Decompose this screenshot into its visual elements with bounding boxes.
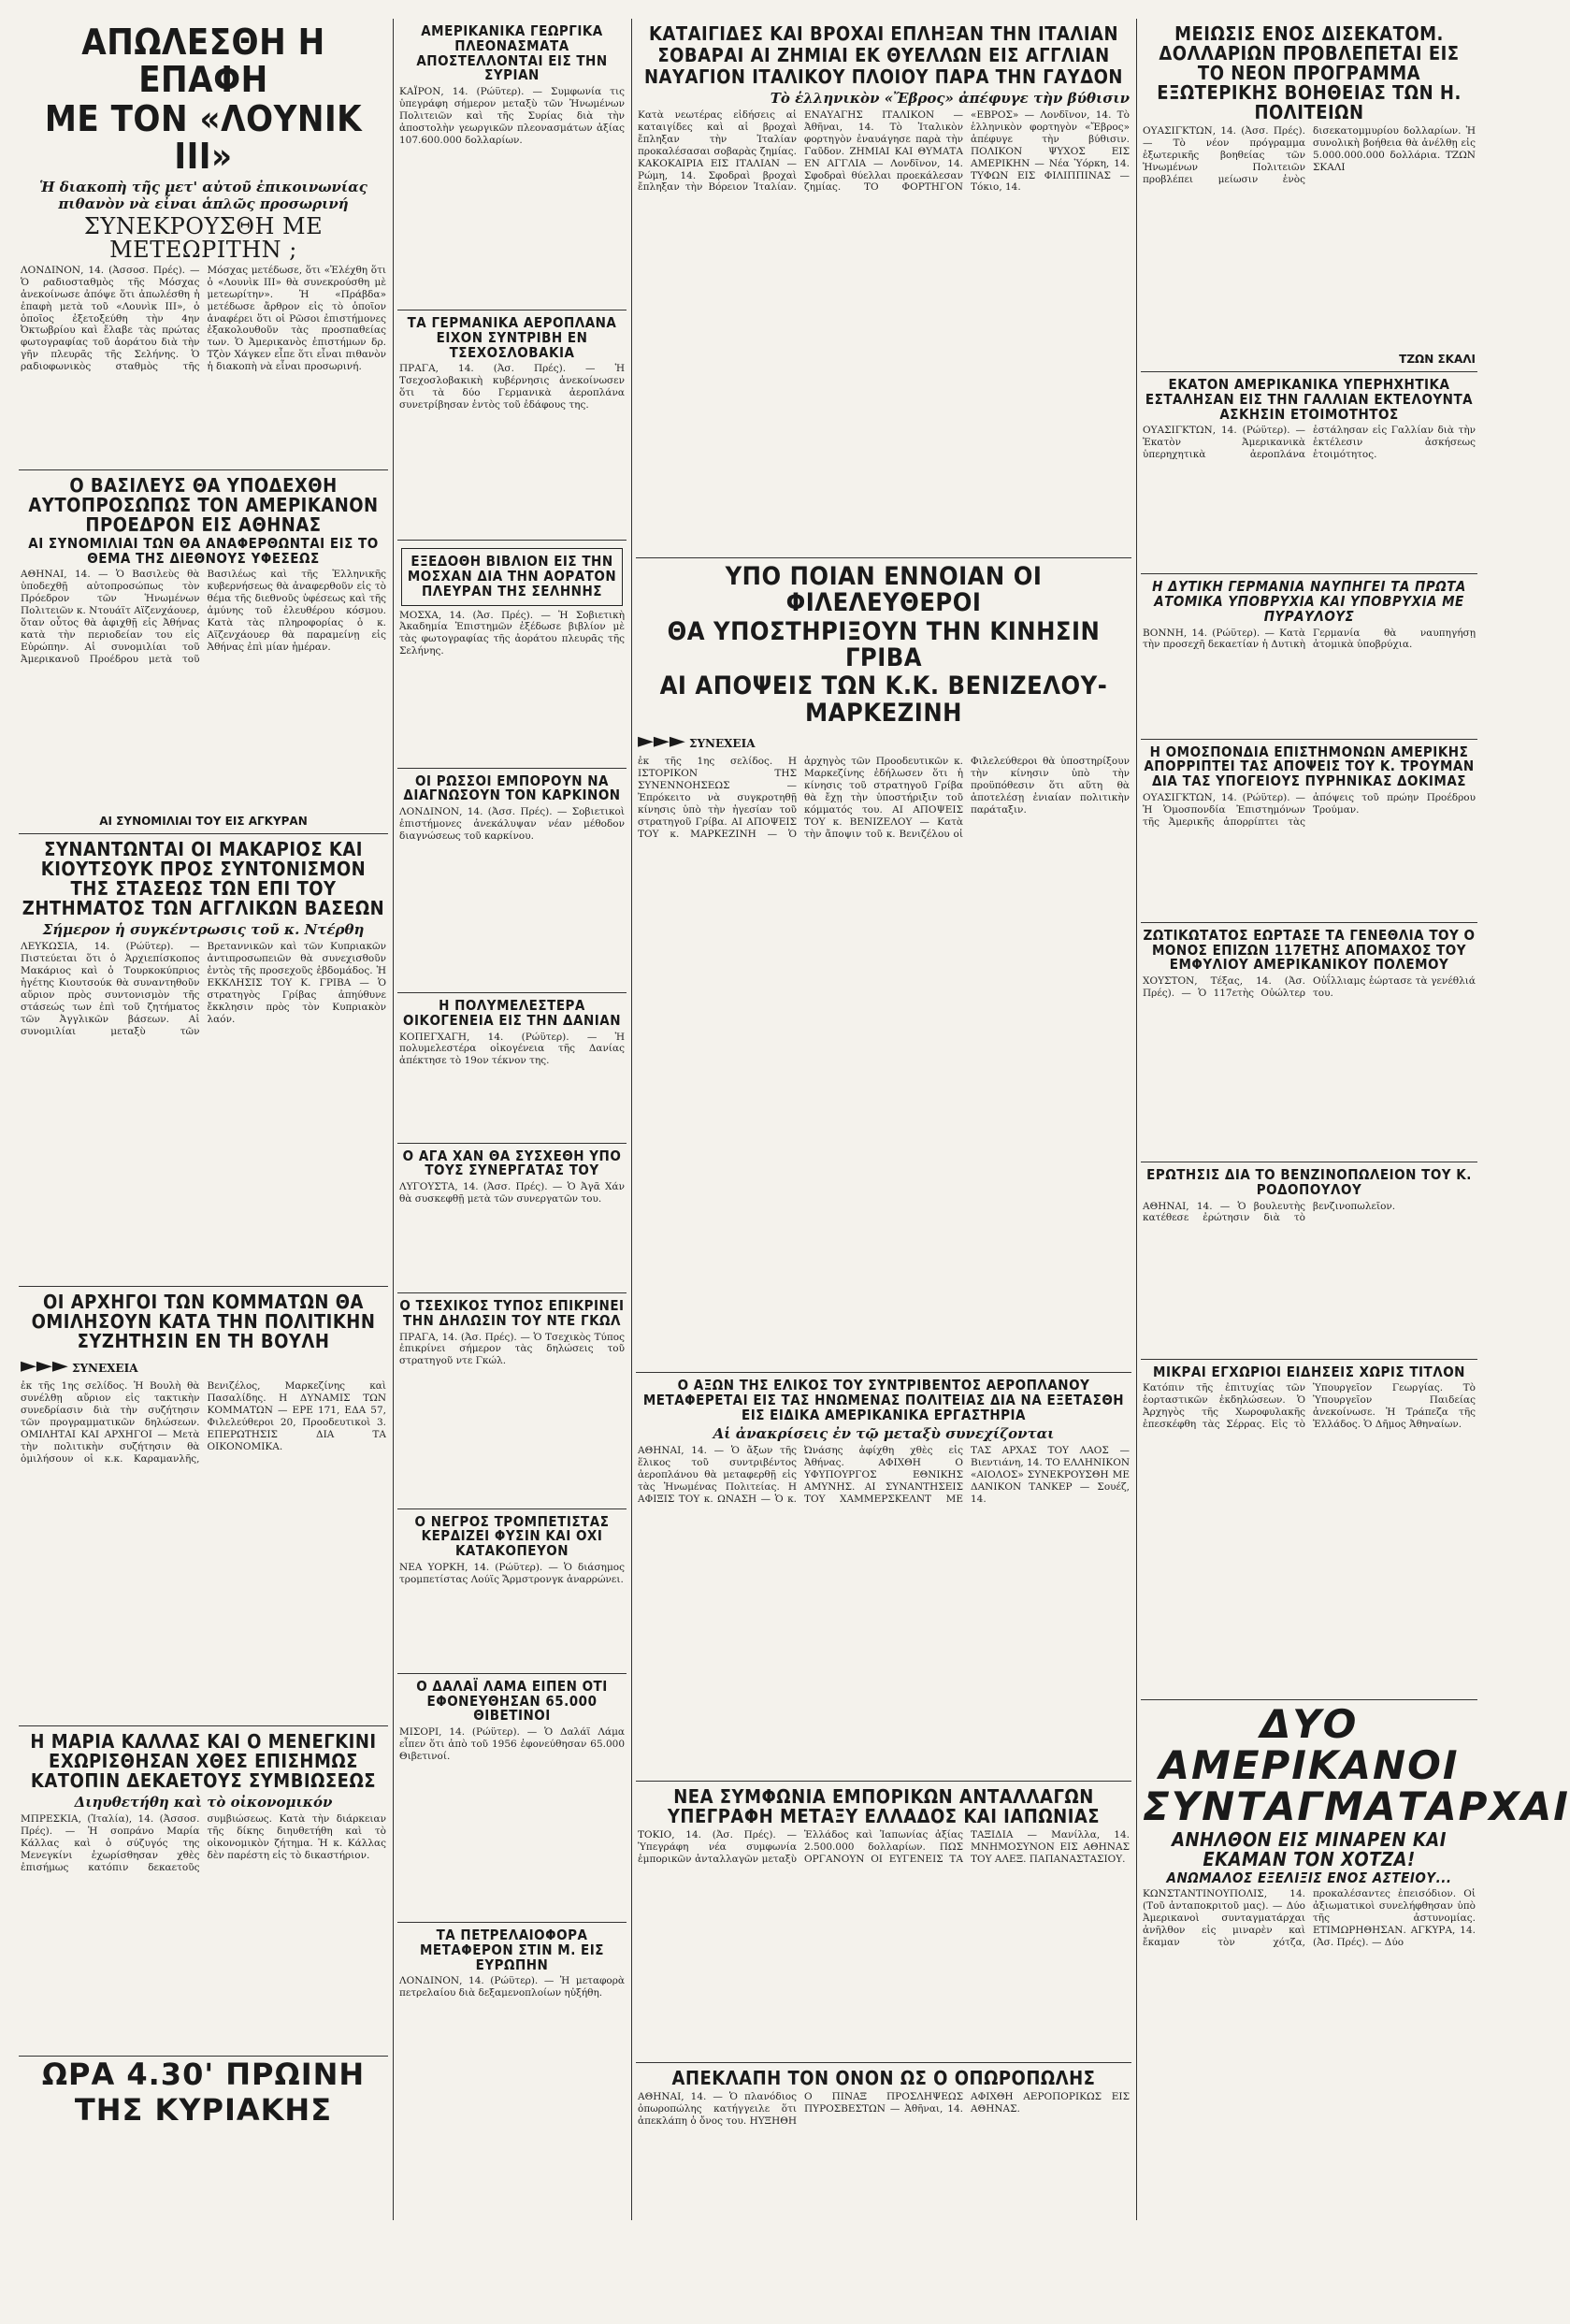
headline-storms-2: ΣΟΒΑΡΑΙ ΑΙ ΖΗΜΙΑΙ ΕΚ ΘΥΕΛΛΩΝ ΕΙΣ ΑΓΓΛΙΑΝ xyxy=(657,44,1110,66)
headline-tibet: Ο ΔΑΛΑΪ ΛΑΜΑ ΕΙΠΕΝ ΟΤΙ ΕΦΟΝΕΥΘΗΣΑΝ 65.000 ΘΙΒΕΤΙΝΟΙ xyxy=(416,1677,608,1725)
subhead-luna-2: ΣΥΝΕΚΡΟΥΣΘΗ ΜΕ ΜΕΤΕΩΡΙΤΗΝ ; xyxy=(83,212,324,263)
newspaper-page xyxy=(19,19,1570,2220)
headline-colonels-2: ΑΝΗΛΘΟΝ ΕΙΣ ΜΙΝΑΡΕΝ ΚΑΙ ΕΚΑΜΑΝ ΤΟΝ ΧΟΤΖΑ! xyxy=(1172,1827,1447,1870)
subhead-callas: Διηυθετήθη καὶ τὸ οἰκονομικόν xyxy=(74,1794,333,1812)
article-jets xyxy=(1141,372,1477,574)
body-planes: ΠΡΑΓΑ, 14. (Ἀσ. Πρές). — Ἡ Τσεχοσλοβακικὴ κυβέρνησις ἀνεκοίνωσεν ὅτι τὰ δύο Γερμανικὰ ἀεροπλάνα συνετρίβησαν ἐντὸς τοῦ ἐδάφους της. xyxy=(399,363,625,411)
headline-cyprus: ΣΥΝΑΝΤΩΝΤΑΙ ΟΙ ΜΑΚΑΡΙΟΣ ΚΑΙ ΚΙΟΥΤΣΟΥΚ ΠΡΟΣ ΣΥΝΤΟΝΙΣΜΟΝ ΤΗΣ ΣΤΑΣΕΩΣ ΤΩΝ ΕΠΙ ΤΟΥ ΖΗΤΗΜΑΤΟΣ ΤΩΝ ΑΓΓΛΙΚΩΝ ΒΑΣΕΩΝ xyxy=(22,838,385,920)
body-veteran: ΧΟΥΣΤΟΝ, Τέξας, 14. (Ἀσ. Πρές). — Ὁ 117ετὴς Οὐώλτερ Οὐΐλλιαμς ἑώρτασε τὰ γενέθλιά του. xyxy=(1143,975,1476,999)
article-foreign-aid xyxy=(1141,19,1477,372)
headline-foreign-aid: ΜΕΙΩΣΙΣ ΕΝΟΣ ΔΙΣΕΚΑΤΟΜ. ΔΟΛΛΑΡΙΩΝ ΠΡΟΒΛΕΠΕΤΑΙ ΕΙΣ ΤΟ ΝΕΟΝ ΠΡΟΓΡΑΜΜΑ ΕΞΩΤΕΡΙΚΗΣ ΒΟΗΘΕΙΑΣ ΤΩΝ Η. ΠΟΛΙΤΕΙΩΝ xyxy=(1157,22,1462,123)
headline-czech-press: Ο ΤΣΕΧΙΚΟΣ ΤΥΠΟΣ ΕΠΙΚΡΙΝΕΙ ΤΗΝ ΔΗΛΩΣΙΝ ΤΟΥ ΝΤΕ ΓΚΩΛ xyxy=(399,1297,625,1329)
article-cancer xyxy=(397,769,627,994)
column-rule xyxy=(393,19,394,2220)
article-luna xyxy=(19,19,388,470)
arrows-icon: ►►► xyxy=(638,729,685,754)
article-king xyxy=(19,470,388,835)
article-submarines xyxy=(1141,574,1477,739)
headline-jets: ΕΚΑΤΟΝ ΑΜΕΡΙΚΑΝΙΚΑ ΥΠΕΡΗΧΗΤΙΚΑ ΕΣΤΑΛΗΣΑΝ ΕΙΣ ΤΗΝ ΓΑΛΛΙΑΝ ΕΚΤΕΛΟΥΝΤΑ ΑΣΚΗΣΙΝ ΕΤΟΙΜΟΤΗΤΟΣ xyxy=(1145,376,1474,423)
headline-japan: ΝΕΑ ΣΥΜΦΩΝΙΑ ΕΜΠΟΡΙΚΩΝ ΑΝΤΑΛΛΑΓΩΝ ΥΠΕΓΡΑΦΗ ΜΕΤΑΞΥ ΕΛΛΑΔΟΣ ΚΑΙ ΙΑΠΩΝΙΑΣ xyxy=(667,1785,1101,1828)
article-syria xyxy=(397,19,627,310)
article-planes xyxy=(397,310,627,541)
headline-luna-2: ΜΕ ΤΟΝ «ΛΟΥΝΙΚ ΙΙΙ» xyxy=(44,97,363,177)
headline-luna: ΑΠΩΛΕΣΘΗ Η ΕΠΑΦΗ xyxy=(81,22,325,100)
body-leaders: ἐκ τῆς 1ης σελίδος. Ἡ Βουλὴ θὰ συνέλθῃ αὔριον εἰς τακτικὴν συνεδρίασιν διὰ τὴν συζήτησιν τῶν προγραμματικῶν δηλώσεων. ΟΜΙΛΗΤΑΙ ΚΑΙ ΑΡΧΗΓΟΙ — Μετὰ τὴν πολιτικὴν συζήτησιν θὰ ὁμιλήσουν οἱ κ.κ. Καραμανλῆς, Βενιζέλος, Μαρκεζίνης καὶ Πασαλίδης. Η ΔΥΝΑΜΙΣ ΤΩΝ ΚΟΜΜΑΤΩΝ — ΕΡΕ 171, ΕΔΑ 57, Φιλελεύθεροι 20, Προοδευτικοὶ 3. ΕΠΕΡΩΤΗΣΙΣ ΔΙΑ ΤΑ ΟΙΚΟΝΟΜΙΚΑ. xyxy=(21,1380,386,1465)
headline-griva-2: ΘΑ ΥΠΟΣΤΗΡΙΞΟΥΝ ΤΗΝ ΚΙΝΗΣΙΝ ΓΡΙΒΑ xyxy=(667,616,1101,673)
continuation-griva: ►►► ΣΥΝΕΧΕΙΑ xyxy=(638,729,756,754)
article-veteran xyxy=(1141,923,1477,1162)
body-moon-book: ΜΟΣΧΑ, 14. (Ἀσ. Πρές). — Ἡ Σοβιετικὴ Ἀκαδημία Ἐπιστημῶν ἐξέδωσε βιβλίον μὲ τὰς φωτογραφίας τῆς ἀοράτου πλευρᾶς τῆς Σελήνης. xyxy=(399,609,625,657)
body-submarines: ΒΟΝΝΗ, 14. (Ρώϋτερ). — Κατὰ τὴν προσεχῆ δεκαετίαν ἡ Δυτικὴ Γερμανία θὰ ναυπηγήσῃ ἀτομικὰ ὑποβρύχια. xyxy=(1143,627,1476,651)
headline-veteran: ΖΩΤΙΚΩΤΑΤΟΣ ΕΩΡΤΑΣΕ ΤΑ ΓΕΝΕΘΛΙΑ ΤΟΥ Ο ΜΟΝΟΣ ΕΠΙΖΩΝ 117ΕΤΗΣ ΑΠΟΜΑΧΟΣ ΤΟΥ ΕΜΦΥΛΙΟΥ ΑΜΕΡΙΚΑΝΙΚΟΥ ΠΟΛΕΜΟΥ xyxy=(1143,926,1476,974)
body-propeller: ΑΘΗΝΑΙ, 14. — Ὁ ἄξων τῆς ἕλικος τοῦ συντριβέντος ἀεροπλάνου θὰ μεταφερθῇ εἰς τὰς Ἡνωμένας Πολιτείας. Η ΑΦΙΞΙΣ ΤΟΥ κ. ΩΝΑΣΗ — Ὁ κ. Ὠνάσης ἀφίχθη χθὲς εἰς Ἀθήνας. ΑΦΙΧΘΗ Ο ΥΦΥΠΟΥΡΓΟΣ ΕΘΝΙΚΗΣ ΑΜΥΝΗΣ. ΑΙ ΣΥΝΑΝΤΗΣΕΙΣ ΤΟΥ ΧΑΜΜΕΡΣΚΕΛΝΤ ΜΕ ΤΑΣ ΑΡΧΑΣ ΤΟΥ ΛΑΟΣ — Βιεντιάνη, 14. ΤΟ ΕΛΛΗΝΙΚΟΝ «ΑΙΟΛΟΣ» ΣΥΝΕΚΡΟΥΣΘΗ ΜΕ ΔΑΝΙΚΟΝ ΤΑΝΚΕΡ — Σουέζ, 14. xyxy=(638,1445,1130,1505)
subhead-luna: Ἡ διακοπὴ τῆς μετ' αὐτοῦ ἐπικοινωνίας πιθανὸν νὰ εἶναι ἁπλῶς προσωρινή xyxy=(39,178,367,212)
article-small-news xyxy=(1141,1360,1477,1701)
headline-fuel: ΕΡΩΤΗΣΙΣ ΔΙΑ ΤΟ ΒΕΝΖΙΝΟΠΩΛΕΙΟΝ ΤΟΥ Κ. ΡΟΔΟΠΟΥΛΟΥ xyxy=(1146,1166,1472,1198)
article-callas xyxy=(19,1726,388,2057)
headline-propeller: Ο ΑΞΩΝ ΤΗΣ ΕΛΙΚΟΣ ΤΟΥ ΣΥΝΤΡΙΒΕΝΤΟΣ ΑΕΡΟΠΛΑΝΟΥ ΜΕΤΑΦΕΡΕΤΑΙ ΕΙΣ ΤΑΣ ΗΝΩΜΕΝΑΣ ΠΟΛΙΤΕΙΑΣ ΔΙΑ ΝΑ ΕΞΕΤΑΣΘΗ ΕΙΣ ΕΙΔΙΚΑ ΑΜΕΡΙΚΑΝΙΚΑ ΕΡΓΑΣΤΗΡΙΑ xyxy=(642,1377,1125,1423)
body-fuel: ΑΘΗΝΑΙ, 14. — Ὁ βουλευτὴς κατέθεσε ἐρώτησιν διὰ τὸ βενζινοπωλεῖον. xyxy=(1143,1200,1396,1224)
headline-family: Η ΠΟΛΥΜΕΛΕΣΤΕΡΑ ΟΙΚΟΓΕΝΕΙΑ ΕΙΣ ΤΗΝ ΔΑΝΙΑΝ xyxy=(403,997,621,1029)
article-khan xyxy=(397,1144,627,1294)
body-oil: ΛΟΝΔΙΝΟΝ, 14. (Ρώϋτερ). — Ἡ μεταφορὰ πετρελαίου διὰ δεξαμενοπλοίων ηὐξήθη. xyxy=(399,1975,625,1999)
footer-king: ΑΙ ΣΥΝΟΜΙΛΙΑΙ ΤΟΥ ΕΙΣ ΑΓΚΥΡΑΝ xyxy=(99,815,308,829)
headline-colonels: ΔΥΟ ΑΜΕΡΙΚΑΝΟΙ ΣΥΝΤΑΓΜΑΤΑΡΧΑΙ xyxy=(1143,1701,1570,1830)
headline-storms-3: ΝΑΥΑΓΙΟΝ ΙΤΑΛΙΚΟΥ ΠΛΟΙΟΥ ΠΑΡΑ ΤΗΝ ΓΑΥΔΟΝ xyxy=(644,65,1123,88)
article-leaders xyxy=(19,1287,388,1726)
body-colonels: ΚΩΝΣΤΑΝΤΙΝΟΥΠΟΛΙΣ, 14. (Τοῦ ἀνταποκριτοῦ μας). — Δύο Ἀμερικανοὶ συνταγματάρχαι ἀνῆλθον εἰς μιναρὲν καὶ ἔκαμαν τὸν χότζα, προκαλέσαντες ἐπεισόδιον. Οἱ ἀξιωματικοὶ συνελήφθησαν ὑπὸ τῆς ἀστυνομίας. ΕΤΙΜΩΡΗΘΗΣΑΝ. ΑΓΚΥΡΑ, 14. (Ἀσ. Πρές). — Δύο xyxy=(1143,1888,1476,1948)
body-syria: ΚΑΪΡΟΝ, 14. (Ρώϋτερ). — Συμφωνία τις ὑπεγράφη σήμερον μεταξὺ τῶν Ἡνωμένων Πολιτειῶν καὶ τῆς Συρίας διὰ τὴν ἀποστολὴν γεωργικῶν πλεονασμάτων ἀξίας 107.600.000 δολλαρίων. xyxy=(399,86,625,146)
headline-planes: ΤΑ ΓΕΡΜΑΝΙΚΑ ΑΕΡΟΠΛΑΝΑ ΕΙΧΟΝ ΣΥΝΤΡΙΒΗ ΕΝ ΤΣΕΧΟΣΛΟΒΑΚΙΑ xyxy=(407,314,617,361)
headline-moon-book: ΕΞΕΔΟΘΗ ΒΙΒΛΙΟΝ ΕΙΣ ΤΗΝ ΜΟΣΧΑΝ ΔΙΑ ΤΗΝ ΑΟΡΑΤΟΝ ΠΛΕΥΡΑΝ ΤΗΣ ΣΕΛΗΝΗΣ xyxy=(407,553,617,599)
article-storms xyxy=(636,19,1131,558)
body-trumpet: ΝΕΑ ΥΟΡΚΗ, 14. (Ρώϋτερ). — Ὁ διάσημος τρομπετίστας Λούϊς Ἄρμστρονγκ ἀναρρώνει. xyxy=(399,1561,625,1585)
column-3 xyxy=(636,19,1131,2220)
article-cyprus xyxy=(19,834,388,1287)
body-japan: ΤΟΚΙΟ, 14. (Ἀσ. Πρές). — Ὑπεγράφη νέα συμφωνία ἐμπορικῶν ἀνταλλαγῶν μεταξὺ Ἑλλάδος καὶ Ἰαπωνίας ἀξίας 2.500.000 δολλαρίων. ΠΩΣ ΟΡΓΑΝΟΥΝ ΟΙ ΕΥΓΕΝΕΙΣ ΤΑ ΤΑΞΙΔΙΑ — Μανίλλα, 14. ΜΝΗΜΟΣΥΝΟΝ ΕΙΣ ΑΘΗΝΑΣ ΤΟΥ ΑΛΕΞ. ΠΑΠΑΝΑΣΤΑΣΙΟΥ. xyxy=(638,1829,1130,1866)
body-khan: ΛΥΓΟΥΣΤΑ, 14. (Ἀσσ. Πρές). — Ὁ Ἀγᾶ Χάν θὰ συσκεφθῇ μετὰ τῶν συνεργατῶν του. xyxy=(399,1181,625,1205)
body-callas: ΜΠΡΕΣΚΙΑ, (Ἰταλία), 14. (Ἀσσοσ. Πρές). — Ἡ σοπράνο Μαρία Κάλλας καὶ ὁ σύζυγός της Μενεγκίνι ἐχωρίσθησαν χθὲς ἐπισήμως κατόπιν δεκαετοῦς συμβιώσεως. Κατὰ τὴν διάρκειαν τῆς δίκης διηυθετήθη καὶ τὸ οἰκονομικὸν ζήτημα. Ἡ κ. Κάλλας δὲν παρέστη εἰς τὸ δικαστήριον. xyxy=(21,1813,386,1874)
column-4 xyxy=(1141,19,1570,2220)
column-rule xyxy=(631,19,632,2220)
column-2 xyxy=(397,19,627,2220)
article-trumpet xyxy=(397,1509,627,1674)
column-1 xyxy=(19,19,388,2220)
body-cancer: ΛΟΝΔΙΝΟΝ, 14. (Ἀσσ. Πρές). — Σοβιετικοὶ ἐπιστήμονες ἀνεκάλυψαν νέαν μέθοδον διαγνώσεως τοῦ καρκίνου. xyxy=(399,806,625,842)
article-donkey xyxy=(636,2063,1131,2324)
article-moon-book xyxy=(397,541,627,768)
article-scientists xyxy=(1141,740,1477,923)
headline-khan: Ο ΑΓΑ ΧΑΝ ΘΑ ΣΥΣΧΕΘΗ ΥΠΟ ΤΟΥΣ ΣΥΝΕΡΓΑΤΑΣ ΤΟΥ xyxy=(402,1147,622,1179)
article-oil xyxy=(397,1923,627,2171)
headline-oil: ΤΑ ΠΕΤΡΕΛΑΙΟΦΟΡΑ ΜΕΤΑΦΕΡΟΝ ΣΤΙΝ Μ. ΕΙΣ ΕΥΡΩΠΗΝ xyxy=(420,1927,604,1973)
subhead-cyprus: Σήμερον ἡ συγκέντρωσις τοῦ κ. Ντέρθη xyxy=(42,921,365,939)
subhead-colonels: ΑΝΩΜΑΛΟΣ ΕΞΕΛΙΞΙΣ ΕΝΟΣ ΑΣΤΕΙΟΥ... xyxy=(1166,1869,1452,1886)
frame-moon-book xyxy=(401,548,623,605)
body-jets: ΟΥΑΣΙΓΚΤΩΝ, 14. (Ρώϋτερ). — Ἑκατὸν Ἀμερικανικὰ ὑπερηχητικὰ ἀεροπλάνα ἐστάλησαν εἰς Γαλλίαν διὰ τὴν ἐκτέλεσιν ἀσκήσεως ἑτοιμότητος. xyxy=(1143,425,1476,461)
article-fuel xyxy=(1141,1162,1477,1360)
article-propeller xyxy=(636,1373,1131,1782)
headline-griva-1: ΥΠΟ ΠΟΙΑΝ ΕΝΝΟΙΑΝ ΟΙ ΦΙΛΕΛΕΥΘΕΡΟΙ xyxy=(725,562,1043,618)
article-japan xyxy=(636,1782,1131,2063)
body-luna: ΛΟΝΔΙΝΟΝ, 14. (Ἀσσοσ. Πρές). — Ὁ ραδιοσταθμὸς τῆς Μόσχας ἀνεκοίνωσε ἀπόψε ὅτι ἀπωλέσθη ἡ ἐπαφὴ μετὰ τοῦ «Λουνὶκ ΙΙΙ», ὁ ὁποῖος ἐξετοξεύθη τὴν 4ην Ὀκτωβρίου καὶ ἔλαβε τὰς πρώτας φωτογραφίας τοῦ ἀοράτου διὰ τὴν γῆν πλευρᾶς τῆς Σελήνης. Ὁ ραδιοφωνικὸς σταθμὸς τῆς Μόσχας μετέδωσε, ὅτι «Ἐλέχθη ὅτι ὁ «Λουνὶκ ΙΙΙ» θὰ συνεκρούσθη μὲ μετεωρίτην». Ἡ «Πράβδα» μετέδωσε ἄρθρον εἰς τὸ ὁποῖον ἀναφέρει ὅτι οἱ Ρῶσοι ἐπιστήμονες ἐξακολουθοῦν τὰς προσπαθείας των. Ὁ Ἀμερικανὸς ἐπιστήμων δρ. Τζὸν Χάγκεν εἶπε ὅτι εἶναι πιθανὸν ἡ διακοπὴ νὰ εἶναι προσωρινή. xyxy=(21,264,386,373)
body-cyprus: ΛΕΥΚΩΣΙΑ, 14. (Ρώϋτερ). — Πιστεύεται ὅτι ὁ Ἀρχιεπίσκοπος Μακάριος καὶ ὁ Τουρκοκύπριος ἡγέτης Κιουτσούκ θὰ συναντηθοῦν αὔριον πρὸς συντονισμὸν τῆς στάσεώς των ἐπὶ τοῦ ζητήματος τῶν Ἀγγλικῶν βάσεων. Αἱ συνομιλίαι μεταξὺ τῶν Βρεταννικῶν καὶ τῶν Κυπριακῶν ἀντιπροσωπειῶν θὰ συνεχισθοῦν ἐντὸς τῆς προσεχοῦς ἑβδομάδος. Ἡ ΕΚΚΛΗΣΙΣ ΤΟΥ Κ. ΓΡΙΒΑ — Ὁ στρατηγὸς Γρίβας ἀπηύθυνε ἔκκλησιν πρὸς τὸν Κυπριακὸν λαόν. xyxy=(21,941,386,1037)
headline-king: Ο ΒΑΣΙΛΕΥΣ ΘΑ ΥΠΟΔΕΧΘΗ ΑΥΤΟΠΡΟΣΩΠΩΣ ΤΟΝ ΑΜΕΡΙΚΑΝΟΝ ΠΡΟΕΔΡΟΝ ΕΙΣ ΑΘΗΝΑΣ xyxy=(28,473,379,536)
headline-callas: Η ΜΑΡΙΑ ΚΑΛΛΑΣ ΚΑΙ Ο ΜΕΝΕΓΚΙΝΙ ΕΧΩΡΙΣΘΗΣΑΝ ΧΘΕΣ ΕΠΙΣΗΜΩΣ ΚΑΤΟΠΙΝ ΔΕΚΑΕΤΟΥΣ ΣΥΜΒΙΩΣΕΩΣ xyxy=(30,1730,377,1793)
article-tibet xyxy=(397,1674,627,1923)
subhead-storms: Τὸ ἑλληνικὸν «Ἔβρος» ἀπέφυγε τὴν βύθισιν xyxy=(770,90,1130,107)
article-colonels xyxy=(1141,1700,1570,2177)
headline-cancer: ΟΙ ΡΩΣΣΟΙ ΕΜΠΟΡΟΥΝ ΝΑ ΔΙΑΓΝΩΣΟΥΝ ΤΟΝ ΚΑΡΚΙΝΟΝ xyxy=(403,772,621,804)
body-griva: ἐκ τῆς 1ης σελίδος. Η ΙΣΤΟΡΙΚΟΝ ΤΗΣ ΣΥΝΕΝΝΟΗΣΕΩΣ — Ἐπρόκειτο νὰ συγκροτηθῇ κίνησις ὑπὸ τὴν ἡγεσίαν τοῦ στρατηγοῦ Γρίβα. ΑΙ ΑΠΟΨΕΙΣ ΤΟΥ κ. ΜΑΡΚΕΖΙΝΗ — Ὁ ἀρχηγὸς τῶν Προοδευτικῶν κ. Μαρκεζίνης ἐδήλωσεν ὅτι ἡ κίνησις τοῦ στρατηγοῦ Γρίβα θὰ ἔχῃ τὴν ὑποστήριξιν τοῦ κόμματός του. ΑΙ ΑΠΟΨΕΙΣ ΤΟΥ κ. ΒΕΝΙΖΕΛΟΥ — Κατὰ τὴν ἄποψιν τοῦ κ. Βενιζέλου οἱ Φιλελεύθεροι θὰ ὑποστηρίξουν τὴν κίνησιν ὑπὸ τὴν προϋπόθεσιν ὅτι αὕτη θὰ ἀποτελέσῃ ἑνιαίαν πολιτικὴν παράταξιν. xyxy=(638,756,1130,840)
headline-leaders: ΟΙ ΑΡΧΗΓΟΙ ΤΩΝ ΚΟΜΜΑΤΩΝ ΘΑ ΟΜΙΛΗΣΟΥΝ ΚΑΤΑ ΤΗΝ ΠΟΛΙΤΙΚΗΝ ΣΥΖΗΤΗΣΙΝ ΕΝ ΤΗ ΒΟΥΛΗ xyxy=(31,1291,376,1353)
body-tibet: ΜΙΣΟΡΙ, 14. (Ρώϋτερ). — Ὁ Δαλάϊ Λάμα εἶπεν ὅτι ἀπὸ τοῦ 1956 ἐφονεύθησαν 65.000 Θιβετινοί. xyxy=(399,1726,625,1762)
article-griva xyxy=(636,558,1131,1373)
headline-small-news: ΜΙΚΡΑΙ ΕΓΧΩΡΙΟΙ ΕΙΔΗΣΕΙΣ ΧΩΡΙΣ ΤΙΤΛΟΝ xyxy=(1153,1363,1465,1380)
article-family xyxy=(397,993,627,1144)
body-foreign-aid: ΟΥΑΣΙΓΚΤΩΝ, 14. (Ἀσσ. Πρές). — Τὸ νέον πρόγραμμα ἐξωτερικῆς βοηθείας τῶν Ἡνωμένων Πολιτειῶν προβλέπει μείωσιν ἑνὸς δισεκατομμυρίου δολλαρίων. Ἡ συνολικὴ βοήθεια θὰ ἀνέλθῃ εἰς 5.000.000.000 δολλάρια. ΤΖΩΝ ΣΚΑΛΙ xyxy=(1143,125,1476,185)
body-small-news: Κατόπιν τῆς ἐπιτυχίας τῶν ἑορταστικῶν ἐκδηλώσεων. Ὁ Ἀρχηγὸς τῆς Χωροφυλακῆς ἐπεσκέφθη τὰς Σέρρας. Εἰς τὸ Ὑπουργεῖον Γεωργίας. Τὸ Ὑπουργεῖον Παιδείας ἀνεκοίνωσε. Ἡ Τράπεζα τῆς Ἑλλάδος. Ὁ Δῆμος Ἀθηναίων. xyxy=(1143,1382,1476,1430)
headline-donkey: ΑΠΕΚΛΑΠΗ ΤΟΝ ΟΝΟΝ ΩΣ Ο ΟΠΩΡΟΠΩΛΗΣ xyxy=(671,2067,1096,2090)
body-czech-press: ΠΡΑΓΑ, 14. (Ἀσ. Πρές). — Ὁ Τσεχικὸς Τύπος ἐπικρίνει σήμερον τὰς δηλώσεις τοῦ στρατηγοῦ ντε Γκώλ. xyxy=(399,1331,625,1367)
body-king: ΑΘΗΝΑΙ, 14. — Ὁ Βασιλεὺς θὰ ὑποδεχθῇ αὐτοπροσώπως τὸν Πρόεδρον τῶν Ἡνωμένων Πολιτειῶν κ. Ντουάϊτ Αϊζενχάουερ, ὅταν οὗτος θὰ ἀφιχθῇ εἰς Ἀθήνας κατὰ τὴν περιοδείαν του εἰς Εὐρώπην. Αἱ συνομιλίαι τοῦ Ἀμερικανοῦ Προέδρου μετὰ τοῦ Βασιλέως καὶ τῆς Ἑλληνικῆς κυβερνήσεως θὰ ἀναφερθοῦν εἰς τὸ θέμα τῆς διεθνοῦς ὑφέσεως καὶ τῆς ἀμύνης τοῦ ἐλευθέρου κόσμου. Κατὰ τὰς πληροφορίας ὁ κ. Αϊζενχάουερ θὰ παραμείνῃ εἰς Ἀθήνας ἐπὶ μίαν ἡμέραν. xyxy=(21,569,386,665)
body-donkey: ΑΘΗΝΑΙ, 14. — Ὁ πλανόδιος ὀπωροπώλης κατήγγειλε ὅτι ἀπεκλάπη ὁ ὄνος του. ΗΥΞΗΘΗ Ο ΠΙΝΑΞ ΠΡΟΣΛΗΨΕΩΣ ΠΥΡΟΣΒΕΣΤΩΝ — Ἀθῆναι, 14. ΑΦΙΧΘΗ ΑΕΡΟΠΟΡΙΚΩΣ ΕΙΣ ΑΘΗΝΑΣ. xyxy=(638,2091,1130,2128)
column-rule xyxy=(1136,19,1137,2220)
body-storms: Κατὰ νεωτέρας εἰδήσεις αἱ καταιγίδες καὶ αἱ βροχαὶ ἔπληξαν τὴν Ἰταλίαν προκαλέσασαι σοβαρὰς ζημίας. ΚΑΚΟΚΑΙΡΙΑ ΕΙΣ ΙΤΑΛΙΑΝ — Ρώμη, 14. Σφοδραὶ βροχαὶ ἔπληξαν τὴν Βόρειον Ἰταλίαν. ΕΝΑΥΑΓΗΣ ΙΤΑΛΙΚΟΝ — Ἀθῆναι, 14. Τὸ Ἰταλικὸν φορτηγὸν ἐναυάγησε παρὰ τὴν Γαῦδον. ΖΗΜΙΑΙ ΚΑΙ ΘΥΜΑΤΑ ΕΝ ΑΓΓΛΙΑ — Λονδῖνον, 14. Σφοδραὶ θύελλαι προεκάλεσαν ζημίας. ΤΟ ΦΟΡΤΗΓΟΝ «ΕΒΡΟΣ» — Λονδῖνον, 14. Τὸ ἑλληνικὸν φορτηγὸν «Ἔβρος» ἀπέφυγε τὴν βύθισιν. ΠΟΛΙΚΟΝ ΨΥΧΟΣ ΕΙΣ ΑΜΕΡΙΚΗΝ — Νέα Ὑόρκη, 14. ΤΥΦΩΝ ΕΙΣ ΦΙΛΙΠΠΙΝΑΣ — Τόκιο, 14. xyxy=(638,109,1130,194)
arrows-icon: ►►► xyxy=(21,1353,68,1379)
subhead-king: ΑΙ ΣΥΝΟΜΙΛΙΑΙ ΤΩΝ ΘΑ ΑΝΑΦΕΡΘΩΝΤΑΙ ΕΙΣ ΤΟ ΘΕΜΑ ΤΗΣ ΔΙΕΘΝΟΥΣ ΥΦΕΣΕΩΣ xyxy=(28,534,379,567)
byline-foreign-aid: ΤΖΩΝ ΣΚΑΛΙ xyxy=(1399,353,1476,366)
body-scientists: ΟΥΑΣΙΓΚΤΩΝ, 14. (Ρώϋτερ). — Ἡ Ὁμοσπονδία Ἐπιστημόνων τῆς Ἀμερικῆς ἀπορρίπτει τὰς ἀπόψεις τοῦ πρώην Προέδρου Τρούμαν. xyxy=(1143,791,1476,828)
continuation-leaders: ►►► ΣΥΝΕΧΕΙΑ xyxy=(21,1353,138,1379)
headline-storms-1: ΚΑΤΑΙΓΙΔΕΣ ΚΑΙ ΒΡΟΧΑΙ ΕΠΛΗΞΑΝ ΤΗΝ ΙΤΑΛΙΑΝ xyxy=(648,22,1119,45)
subhead-propeller: Αἱ ἀνακρίσεις ἐν τῷ μεταξὺ συνεχίζονται xyxy=(713,1425,1055,1443)
headline-submarines: Η ΔΥΤΙΚΗ ΓΕΡΜΑΝΙΑ ΝΑΥΠΗΓΕΙ ΤΑ ΠΡΩΤΑ ΑΤΟΜΙΚΑ ΥΠΟΒΡΥΧΙΑ ΚΑΙ ΥΠΟΒΡΥΧΙΑ ΜΕ ΠΥΡΑΥΛΟΥΣ xyxy=(1152,578,1466,625)
headline-trumpet: Ο ΝΕΓΡΟΣ ΤΡΟΜΠΕΤΙΣΤΑΣ ΚΕΡΔΙΖΕΙ ΦΥΣΙΝ ΚΑΙ ΟΧΙ ΚΑΤΑΚΟΠΕΥΟΝ xyxy=(414,1512,610,1559)
headline-clock: ΩΡΑ 4.30' ΠΡΩΙΝΗ ΤΗΣ ΚΥΡΙΑΚΗΣ xyxy=(41,2057,366,2129)
headline-griva-3: ΑΙ ΑΠΟΨΕΙΣ ΤΩΝ Κ.Κ. ΒΕΝΙΖΕΛΟΥ-ΜΑΡΚΕΖΙΝΗ xyxy=(659,671,1108,728)
body-family: ΚΟΠΕΓΧΑΓΗ, 14. (Ρώϋτερ). — Ἡ πολυμελεστέρα οἰκογένεια τῆς Δανίας ἀπέκτησε τὸ 19ον τέκνον της. xyxy=(399,1031,625,1067)
article-czech-press xyxy=(397,1293,627,1509)
headline-scientists: Η ΟΜΟΣΠΟΝΔΙΑ ΕΠΙΣΤΗΜΟΝΩΝ ΑΜΕΡΙΚΗΣ ΑΠΟΡΡΙΠΤΕΙ ΤΑΣ ΑΠΟΨΕΙΣ ΤΟΥ Κ. ΤΡΟΥΜΑΝ ΔΙΑ ΤΑΣ ΥΠΟΓΕΙΟΥΣ ΠΥΡΗΝΙΚΑΣ ΔΟΚΙΜΑΣ xyxy=(1144,743,1475,789)
headline-syria: ΑΜΕΡΙΚΑΝΙΚΑ ΓΕΩΡΓΙΚΑ ΠΛΕΟΝΑΣΜΑΤΑ ΑΠΟΣΤΕΛΛΟΝΤΑΙ ΕΙΣ ΤΗΝ ΣΥΡΙΑΝ xyxy=(416,22,608,84)
